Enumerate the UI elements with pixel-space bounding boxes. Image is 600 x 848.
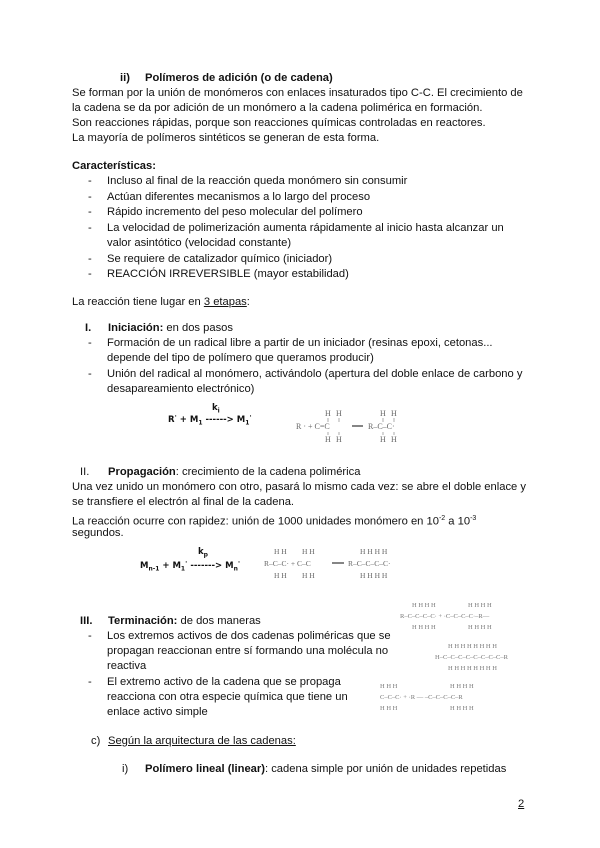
rate-constant: k — [198, 547, 204, 557]
svg-text:H H H H: H H H H — [450, 683, 474, 690]
list-item-continuation: enlace activo simple — [107, 706, 208, 718]
svg-text:R–C–C–C–C· + ·C–C–C–C·–R—: R–C–C–C–C· + ·C–C–C–C·–R— — [400, 613, 490, 620]
propagation-equation: $k_p$ $M_{n-1} + M_1^\cdot$ -------> $M_n^\cdot$ — [140, 547, 241, 573]
svg-text:H: H — [336, 435, 342, 444]
svg-text:C–C–C· + ·R — –C–C–C–C–R: C–C–C· + ·R — –C–C–C–C–R — [380, 694, 463, 701]
subsection-number: i) — [122, 763, 129, 775]
rate-text-mid: a 10 — [445, 515, 471, 528]
radical-symbol: R — [168, 414, 175, 425]
paragraph-line: La mayoría de polímeros sintéticos se generan de esta forma. — [72, 132, 380, 144]
bullet: - — [88, 368, 92, 380]
section-number: ii) — [120, 72, 130, 84]
stage-heading — [108, 465, 360, 480]
paragraph-line — [72, 511, 476, 530]
svg-text:H H H H: H H H H — [412, 624, 436, 631]
svg-text:H H: H H — [274, 547, 287, 556]
list-item: Incluso al final de la reacción queda monómero sin consumir — [107, 175, 408, 187]
stage-number: III. — [80, 615, 93, 627]
chain-sub: n-1 — [148, 565, 160, 573]
bullet: - — [88, 630, 92, 642]
bullet: - — [88, 676, 92, 688]
list-item: REACCIÓN IRREVERSIBLE (mayor estabilidad) — [107, 268, 349, 280]
list-item: El extremo activo de la cadena que se propaga — [107, 676, 341, 688]
termination-structure-diagram — [380, 598, 550, 718]
list-item: La velocidad de polimerización aumenta rápidamente al inicio hasta alcanzar un — [107, 222, 504, 234]
svg-text:H: H — [380, 435, 386, 444]
chain-symbol: M — [140, 560, 149, 571]
bullet: - — [88, 191, 92, 203]
stage-heading — [108, 321, 233, 336]
monomer-sub: 1 — [180, 565, 186, 573]
svg-text:H H H: H H H — [380, 683, 398, 690]
svg-text:H H: H H — [302, 571, 315, 580]
svg-text:H H: H H — [274, 571, 287, 580]
bullet: - — [88, 268, 92, 280]
svg-text:R–C–C·: R–C–C· — [368, 422, 395, 431]
rate-constant-sub: p — [203, 551, 208, 559]
list-item-continuation: propagan reaccionan entre sí formando una molécula no — [107, 645, 389, 657]
svg-text:H: H — [391, 409, 397, 418]
product-sub: n — [233, 565, 238, 573]
product-symbol: M — [225, 560, 234, 571]
svg-text:H H H: H H H — [380, 705, 398, 712]
subsection-text: : cadena simple por unión de unidades repetidas — [265, 763, 507, 775]
svg-text:H H H H: H H H H — [468, 602, 492, 609]
propagation-structure-diagram — [262, 545, 422, 583]
stage-subtitle: en dos pasos — [163, 322, 233, 334]
paragraph-line: Son reacciones rápidas, porque son reacciones químicas controladas en reactores. — [72, 117, 486, 129]
bullet: - — [88, 206, 92, 218]
list-item: Formación de un radical libre a partir de un iniciador (resinas epoxi, cetonas... — [107, 337, 493, 349]
list-item: Unión del radical al monómero, activándolo (apertura del doble enlace de carbono y — [107, 368, 523, 380]
rate-constant: k — [212, 403, 218, 413]
subsection-title: Polímero lineal (linear) — [145, 763, 265, 775]
section-number: c) — [91, 735, 101, 747]
stage-number: I. — [85, 322, 92, 334]
reaction-arrow: -------> — [190, 560, 223, 571]
stage-heading — [108, 614, 261, 629]
svg-text:H H H H: H H H H — [468, 624, 492, 631]
monomer-sub: 1 — [198, 419, 203, 427]
page-number: 2 — [518, 798, 525, 810]
section-title: Según la arquitectura de las cadenas: — [108, 735, 296, 747]
bullet: - — [88, 175, 92, 187]
section-title: Polímeros de adición (o de cadena) — [145, 72, 333, 84]
list-item: Rápido incremento del peso molecular del polímero — [107, 206, 363, 218]
svg-text:H H H H H H H H: H H H H H H H H — [448, 665, 497, 672]
etapas-intro-prefix: La reacción tiene lugar en — [72, 296, 204, 308]
etapas-intro-link: 3 etapas — [203, 296, 247, 308]
rate-constant-sub: i — [217, 407, 220, 415]
product-symbol: M — [236, 414, 246, 425]
rate-text: La reacción ocurre con rapidez: unión de 1000 unidades monómero en 10 — [72, 515, 439, 528]
bullet: - — [88, 337, 92, 349]
list-item: Se requiere de catalizador químico (iniciador) — [107, 253, 333, 265]
list-item-continuation: reactiva — [107, 660, 147, 672]
stage-subtitle: : crecimiento de la cadena polimérica — [175, 466, 361, 478]
paragraph-line: segundos. — [72, 527, 124, 539]
paragraph-line: la cadena se da por adición de un monómero a la cadena polimérica en formación. — [72, 102, 483, 114]
stage-subtitle: de dos maneras — [177, 615, 261, 627]
reaction-arrow: ------> — [205, 414, 234, 425]
paragraph-line: se transfiere el electrón al final de la cadena. — [72, 496, 295, 508]
svg-text:R–C–C· + C–C: R–C–C· + C–C — [264, 559, 311, 568]
list-item: Los extremos activos de dos cadenas poliméricas que se — [107, 630, 391, 642]
etapas-intro — [72, 295, 250, 310]
stage-title: Iniciación: — [108, 322, 164, 334]
initiation-structure-diagram — [296, 405, 406, 447]
svg-text:H: H — [380, 409, 386, 418]
svg-text:H: H — [325, 409, 331, 418]
stage-number: II. — [80, 466, 90, 478]
list-item-continuation: desapareamiento electrónico) — [107, 383, 255, 395]
plus-monomer: + M — [162, 560, 181, 571]
svg-text:R · + C=C: R · + C=C — [296, 422, 330, 431]
svg-text:H: H — [391, 435, 397, 444]
plus-monomer: + M — [179, 414, 199, 425]
stage-title: Terminación: — [108, 615, 178, 627]
caracteristicas-heading: Características: — [72, 160, 156, 172]
svg-text:H H H H: H H H H — [360, 547, 388, 556]
etapas-intro-suffix: : — [246, 296, 250, 308]
paragraph-line: Una vez unido un monómero con otro, pasará lo mismo cada vez: se abre el doble enlace y — [72, 481, 526, 493]
bullet: - — [88, 253, 92, 265]
svg-text:R–C–C–C–C·: R–C–C–C–C· — [348, 559, 391, 568]
svg-text:H: H — [325, 435, 331, 444]
exponent: -3 — [470, 515, 477, 522]
svg-text:H–C–C–C–C–C–C–C–C–R: H–C–C–C–C–C–C–C–C–R — [435, 654, 508, 661]
list-item: Actúan diferentes mecanismos a lo largo del proceso — [107, 191, 371, 203]
list-item-continuation: depende del tipo de polímero que queramos producir) — [107, 352, 374, 364]
bullet: - — [88, 222, 92, 234]
stage-title: Propagación — [108, 466, 176, 478]
list-item-continuation: valor asintótico (velocidad constante) — [107, 237, 292, 249]
svg-text:H: H — [336, 409, 342, 418]
svg-text:H H H H: H H H H — [360, 571, 388, 580]
subsection-heading — [145, 762, 506, 777]
svg-text:H H: H H — [302, 547, 315, 556]
exponent: -2 — [438, 515, 446, 522]
svg-text:H H H H: H H H H — [450, 705, 474, 712]
paragraph-line: Se forman por la unión de monómeros con enlaces insaturados tipo C-C. El crecimiento de — [72, 87, 523, 99]
svg-text:H H H H: H H H H — [412, 602, 436, 609]
svg-text:H H H H H H H H: H H H H H H H H — [448, 643, 497, 650]
initiation-equation: $k_i$ $R^\cdot + M_1$ ------> $M_1^\cdot$ — [168, 403, 252, 427]
list-item-continuation: reacciona con otra especie química que tiene un — [107, 691, 348, 703]
product-sub: 1 — [245, 419, 250, 427]
